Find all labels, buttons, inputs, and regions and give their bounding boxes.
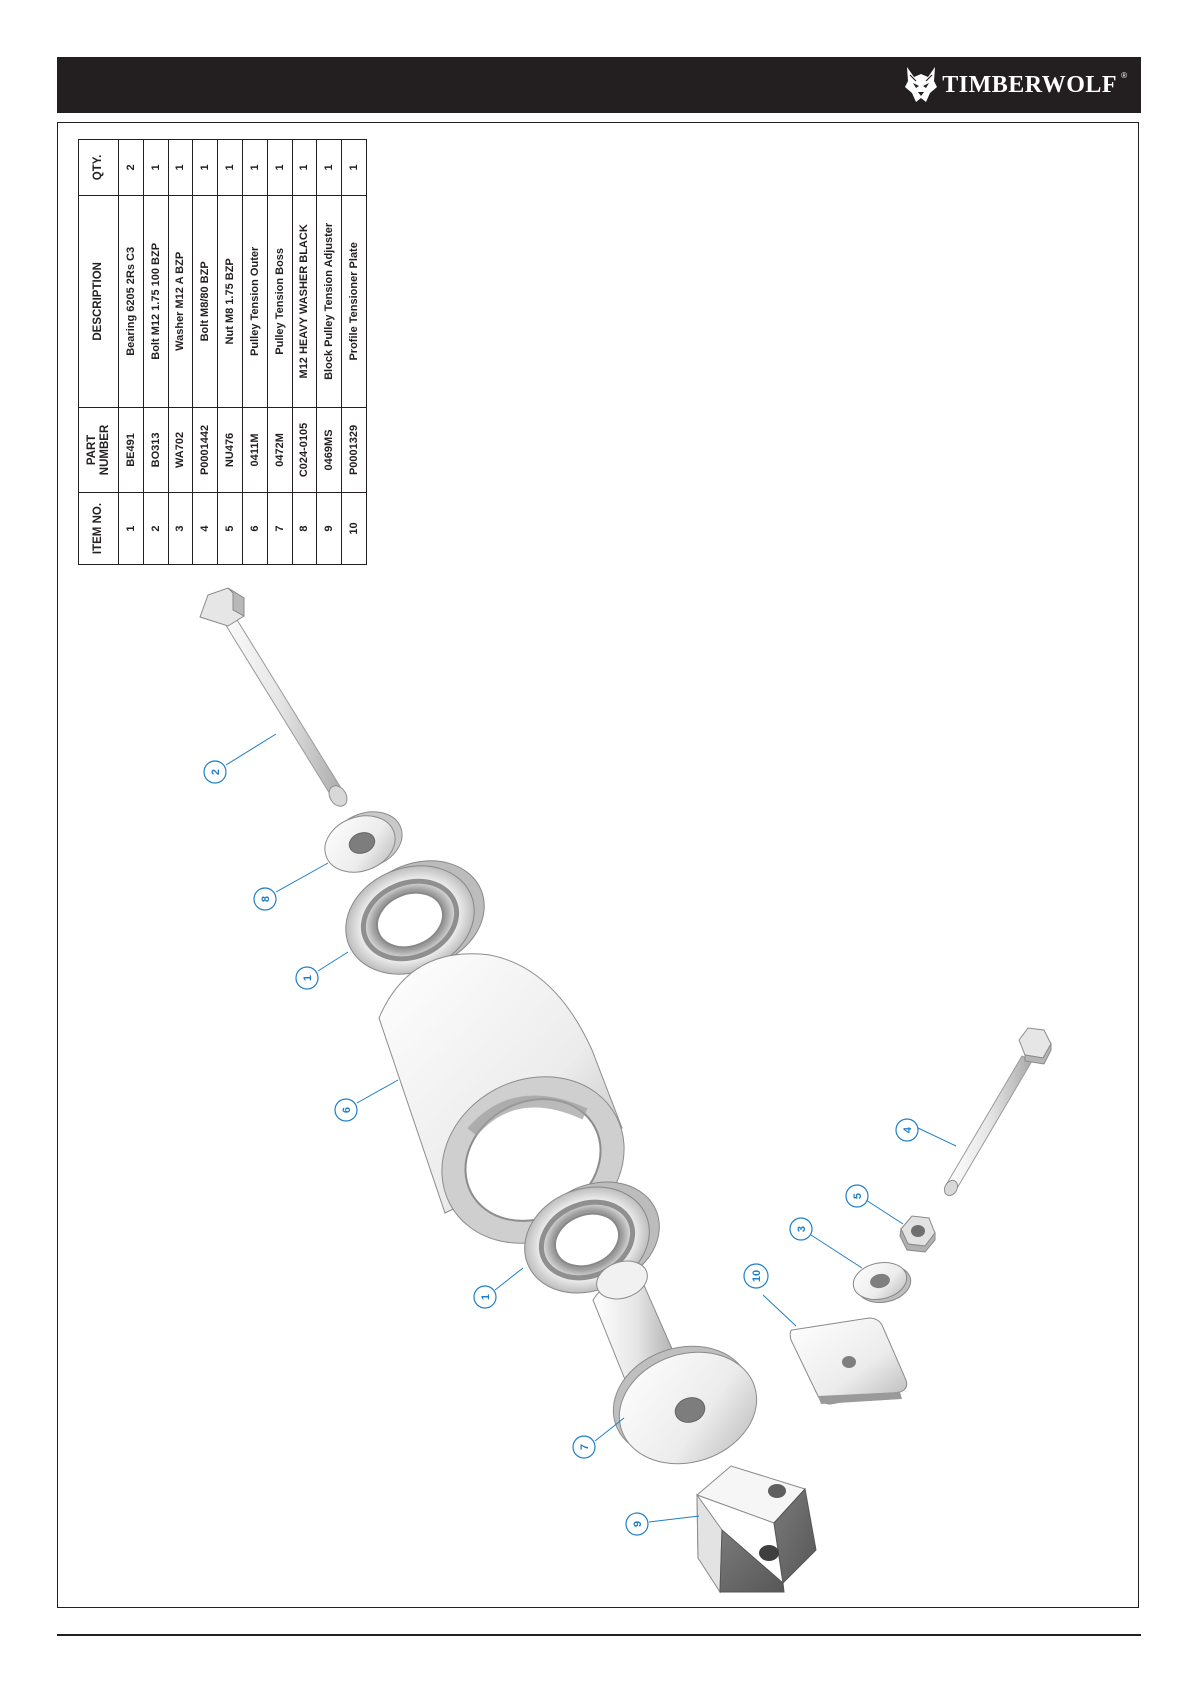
description: Bolt M8/80 BZP xyxy=(193,195,218,407)
item-no: 6 xyxy=(242,493,267,565)
qty: 1 xyxy=(193,140,218,196)
balloon-item-1-lower xyxy=(474,1286,496,1308)
leader-line xyxy=(918,1128,956,1146)
description: M12 HEAVY WASHER BLACK xyxy=(292,195,317,407)
item-no: 2 xyxy=(143,493,168,565)
part-number: NU476 xyxy=(218,407,243,492)
part-number: 0411M xyxy=(242,407,267,492)
footer-rule xyxy=(57,1634,1141,1636)
description: Bearing 6205 2Rs C3 xyxy=(119,195,144,407)
qty: 1 xyxy=(218,140,243,196)
qty: 1 xyxy=(292,140,317,196)
leader-line xyxy=(226,734,276,765)
part-nut xyxy=(900,1216,935,1252)
qty: 1 xyxy=(342,140,367,196)
description: Block Pulley Tension Adjuster xyxy=(317,195,342,407)
balloon-item-5 xyxy=(846,1185,868,1207)
balloon-label: 5 xyxy=(852,1192,864,1200)
item-no: 10 xyxy=(342,493,367,565)
balloon-label: 1 xyxy=(480,1293,492,1301)
registered-mark: ® xyxy=(1121,71,1127,80)
qty: 1 xyxy=(267,140,292,196)
part-number: 0472M xyxy=(267,407,292,492)
leader-line xyxy=(276,863,328,892)
item-no: 9 xyxy=(317,493,342,565)
leader-line xyxy=(357,1080,398,1103)
description: Profile Tensioner Plate xyxy=(342,195,367,407)
balloon-item-7 xyxy=(573,1436,595,1458)
qty: 1 xyxy=(168,140,193,196)
balloon-item-9 xyxy=(626,1513,648,1535)
balloon-label: 7 xyxy=(579,1443,591,1451)
part-number: WA702 xyxy=(168,407,193,492)
leader-line xyxy=(318,952,348,971)
balloon-item-6 xyxy=(335,1099,357,1121)
leader-line xyxy=(495,1268,523,1290)
balloon-label: 2 xyxy=(210,768,222,776)
column-header-part-number: PART NUMBER xyxy=(79,407,119,492)
item-no: 4 xyxy=(193,493,218,565)
balloon-item-10 xyxy=(744,1264,768,1288)
part-washer xyxy=(850,1258,914,1307)
part-number: C024-0105 xyxy=(292,407,317,492)
part-adjuster-block xyxy=(697,1466,816,1592)
balloon-item-8 xyxy=(254,888,276,910)
qty: 1 xyxy=(143,140,168,196)
item-no: 8 xyxy=(292,493,317,565)
part-bolt-short xyxy=(942,1028,1051,1198)
balloon-item-3 xyxy=(790,1218,812,1240)
balloon-label: 1 xyxy=(302,974,314,982)
brand-name: TIMBERWOLF xyxy=(942,71,1118,98)
description: Pulley Tension Outer xyxy=(242,195,267,407)
description: Nut M8 1.75 BZP xyxy=(218,195,243,407)
balloon-item-4 xyxy=(896,1119,918,1141)
balloon-label: 3 xyxy=(796,1225,808,1233)
column-header-description: DESCRIPTION xyxy=(79,195,119,407)
balloon-label: 9 xyxy=(632,1520,644,1528)
part-tensioner-plate xyxy=(790,1318,907,1404)
part-number: BO313 xyxy=(143,407,168,492)
qty: 2 xyxy=(119,140,144,196)
balloon-item-2 xyxy=(204,761,226,783)
part-number: 0469MS xyxy=(317,407,342,492)
description: Washer M12 A BZP xyxy=(168,195,193,407)
balloon-label: 4 xyxy=(902,1126,914,1134)
description: Bolt M12 1.75 100 BZP xyxy=(143,195,168,407)
column-header-item: ITEM NO. xyxy=(79,493,119,565)
column-header-qty: QTY. xyxy=(79,140,119,196)
balloon-label: 8 xyxy=(260,895,272,903)
item-no: 7 xyxy=(267,493,292,565)
item-no: 3 xyxy=(168,493,193,565)
item-no: 5 xyxy=(218,493,243,565)
balloon-label: 10 xyxy=(751,1269,763,1283)
qty: 1 xyxy=(242,140,267,196)
part-number: P0001329 xyxy=(342,407,367,492)
leader-line xyxy=(763,1295,796,1326)
leader-line xyxy=(811,1235,862,1268)
description: Pulley Tension Boss xyxy=(267,195,292,407)
part-number: BE491 xyxy=(119,407,144,492)
item-no: 1 xyxy=(119,493,144,565)
leader-line xyxy=(866,1200,903,1224)
leader-line xyxy=(649,1516,699,1522)
part-pulley-boss xyxy=(592,1255,772,1481)
balloon-label: 6 xyxy=(341,1106,353,1114)
part-number: P0001442 xyxy=(193,407,218,492)
qty: 1 xyxy=(317,140,342,196)
balloon-item-1-upper xyxy=(296,967,318,989)
